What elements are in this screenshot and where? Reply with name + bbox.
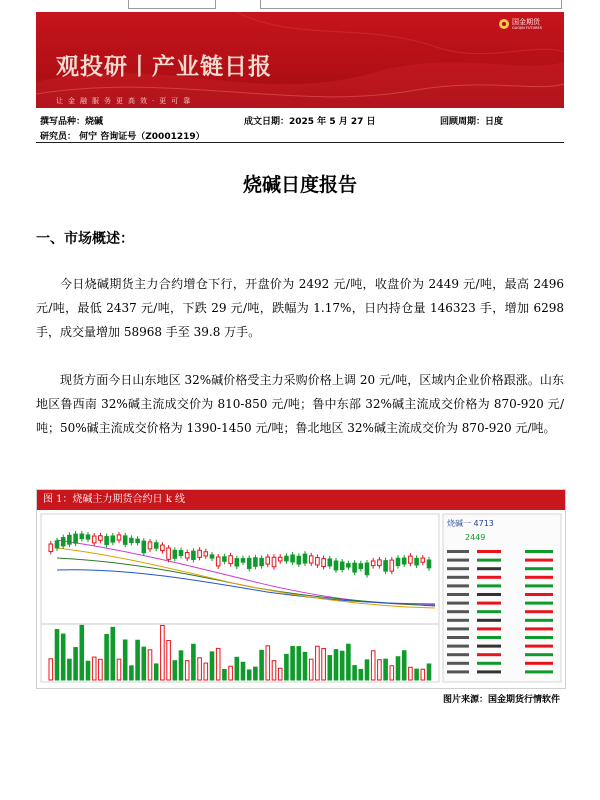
quote-row-label [447,593,469,596]
volume-bar [402,651,406,680]
volume-bar [229,666,233,680]
quote-row-label [447,653,469,656]
quote-row-value [477,645,501,648]
quote-row-value [525,584,553,587]
candle [49,544,53,551]
quote-row-value [477,662,501,665]
volume-bar [235,657,239,680]
section-heading: 一、市场概述： [36,231,134,247]
volume-bar [334,650,338,680]
meta-divider [36,142,564,143]
document-title: 烧碱日度报告 [242,174,357,196]
quote-panel-rows [447,550,553,673]
candle [266,557,270,564]
quote-row-label [447,576,469,579]
volume-bar [192,644,196,680]
volume-bar [216,648,220,680]
candle [297,556,301,564]
candle [86,535,90,539]
volume-bar [340,651,344,680]
volume-bar [142,647,146,680]
candle [192,551,196,559]
volume-bar [74,648,78,680]
candle [142,541,146,553]
candle [154,543,158,548]
candle [117,535,121,540]
quote-row-label [447,645,469,648]
quote-row-value [525,567,553,570]
quote-row-value [525,653,553,656]
candle [55,541,59,548]
figure-caption: 图 1：烧碱主力期货合约日 k 线 [37,490,565,510]
candle [229,556,233,564]
candle [402,558,406,564]
quote-row-value [477,550,501,553]
candle [92,536,96,543]
quote-row-value [525,593,553,596]
quote-row-value [477,567,501,570]
candle [198,550,202,557]
volume-bar [365,660,369,680]
candle [359,564,363,569]
candle [216,557,220,566]
panel-title: 烧碱一 4713 [447,519,494,528]
volume-bar [415,669,419,680]
candle [316,557,320,564]
volume-bar [161,625,165,680]
candle [80,534,84,539]
quote-row-value [525,662,553,665]
candle [136,539,140,542]
candle [427,560,431,568]
volume-bar [347,644,351,680]
kline-chart-image [37,510,565,688]
candle [334,561,338,570]
meta-date: 成文日期：2025 年 5 月 27 日 [244,117,376,127]
paragraph-spot: 现货方面今日山东地区 32%碱价格受主力采购价格上调 20 元/吨，区域内企业价格跟涨。山东地区鲁西南 32%碱主流成交价为 810-850 元/吨；鲁中东部 32%碱主流成交价格为 870-920 元/吨；50%碱主流成交价格为 1390-1450 元/吨；鲁北地区 32%碱主流成交价为 870-920 元/吨。 [36,373,564,435]
quote-row-value [477,576,501,579]
quote-row-value [525,670,553,673]
candle [123,536,127,544]
quote-row-label [447,610,469,613]
quote-row-value [525,550,553,553]
volume-bar [204,663,208,680]
volume-bar [111,627,115,680]
quote-row-value [477,610,501,613]
header-tab-right [260,0,562,9]
quote-row-value [525,559,553,562]
volume-bar [359,669,363,680]
volume-bar [105,634,109,680]
meta-researcher: 研究员： 何宁 咨询证号（Z0001219） [40,132,205,142]
candle [365,563,369,575]
candle [371,561,375,566]
candle [272,557,276,566]
candle [347,564,351,567]
volume-bar [167,641,171,680]
volume-bar [421,669,425,680]
quote-row-value [477,559,501,562]
quote-row-value [525,602,553,605]
candle [61,538,65,546]
candle [185,553,189,558]
figure-kline [36,489,566,689]
candle [105,537,109,545]
meta-variety: 撰写品种：烧碱 [40,117,104,127]
volume-bar [179,651,183,680]
candle [173,550,177,558]
candle [241,559,245,563]
volume-bar [272,661,276,680]
volume-bar [297,647,301,680]
volume-bar [55,630,59,680]
candle [285,556,289,561]
volume-bar [99,659,103,680]
candle [353,563,357,572]
quote-row-value [477,593,501,596]
header-tab-left [128,0,216,9]
volume-bar [61,634,65,680]
volume-bar [266,646,270,680]
volume-bar [396,657,400,680]
candle [421,558,425,562]
volume-bar [371,651,375,680]
report-banner [36,12,564,108]
volume-bar [210,652,214,680]
candle [328,559,332,566]
company-logo [499,18,542,30]
quote-row-value [525,627,553,630]
candle [235,559,239,566]
quote-row-value [477,627,501,630]
volume-bar [117,659,121,680]
quote-row-label [447,662,469,665]
candle [278,557,282,561]
volume-bar [285,654,289,680]
quote-row-label [447,602,469,605]
quote-row-label [447,567,469,570]
volume-bar [353,666,357,680]
volume-bar [68,659,72,680]
logo-text: 国金期货 [512,18,541,26]
candle [303,554,307,563]
quote-row-label [447,627,469,630]
volume-bar [322,648,326,680]
volume-bar [136,640,140,680]
volume-bar [80,625,84,680]
volume-bar [223,669,227,680]
candle [130,538,134,542]
volume-bar [247,670,251,680]
volume-bar [291,646,295,680]
quote-row-label [447,636,469,639]
quote-row-value [477,602,501,605]
volume-bar [123,640,127,680]
volume-bar [309,659,313,680]
panel-price: 2449 [465,533,486,542]
candle [309,556,313,563]
candle [223,557,227,562]
candle [384,561,388,571]
quote-row-label [447,550,469,553]
quote-row-value [477,670,501,673]
figure-source: 图片来源：国金期货行情软件 [442,695,560,705]
volume-bar [316,646,320,680]
paragraph-futures: 今日烧碱期货主力合约增仓下行，开盘价为 2492 元/吨，收盘价为 2449 元/吨，最高 2496 元/吨，最低 2437 元/吨，下跌 29 元/吨，跌幅为 1.17%，日内持仓量 146323 手，增加 6298 手，成交量增加 58968 手至 39.8 万手。 [36,277,564,339]
candle [378,560,382,566]
quote-row-label [447,670,469,673]
volume-bar [130,666,134,680]
volume-bar [92,657,96,680]
banner-title: 观投研丨产业链日报 [56,54,272,80]
candle [322,559,326,567]
quote-row-value [477,584,501,587]
quote-row-value [477,636,501,639]
quote-row-value [525,636,553,639]
quote-row-value [525,619,553,622]
candle [415,558,419,565]
volume-bar [427,664,431,680]
volume-bar [260,650,264,680]
candle [247,558,251,568]
meta-period: 回顾周期：日度 [440,117,504,127]
candle [111,536,115,542]
volume-bar [278,668,282,680]
candle [409,556,413,563]
candle [148,542,152,549]
candle [179,551,183,556]
candle [260,558,264,565]
candle [161,545,165,550]
logo-subtext: GUOJIN FUTURES [512,26,542,30]
quote-row-label [447,619,469,622]
volume-bar [148,650,152,680]
volume-bar [86,661,90,680]
candle [204,552,208,556]
volume-bar [378,660,382,680]
quote-row-value [525,610,553,613]
candle [396,558,400,565]
quote-row-value [525,576,553,579]
quote-row-value [525,645,553,648]
quote-row-label [447,584,469,587]
candle [68,535,72,544]
volume-bar [328,656,332,680]
candle [99,536,103,541]
candle [167,548,171,559]
candle [210,555,214,558]
candle [340,562,344,570]
volume-bar [303,652,307,680]
volume-bar [198,658,202,680]
quote-row-value [477,619,501,622]
candle [254,558,258,567]
candle [74,534,78,543]
volume-bar [409,667,413,680]
volume-bar [254,667,258,680]
volume-bar [173,661,177,680]
candle [291,555,295,562]
banner-slogan: 让金融服务更高效·更可靠 [56,97,196,105]
logo-icon [499,19,509,29]
volume-bar [49,659,53,680]
quote-row-value [477,653,501,656]
volume-bar [241,662,245,680]
quote-row-label [447,559,469,562]
volume-bar [185,661,189,680]
volume-bar [154,664,158,680]
candle [390,560,394,571]
volume-bar [390,666,394,680]
volume-bar [384,659,388,680]
